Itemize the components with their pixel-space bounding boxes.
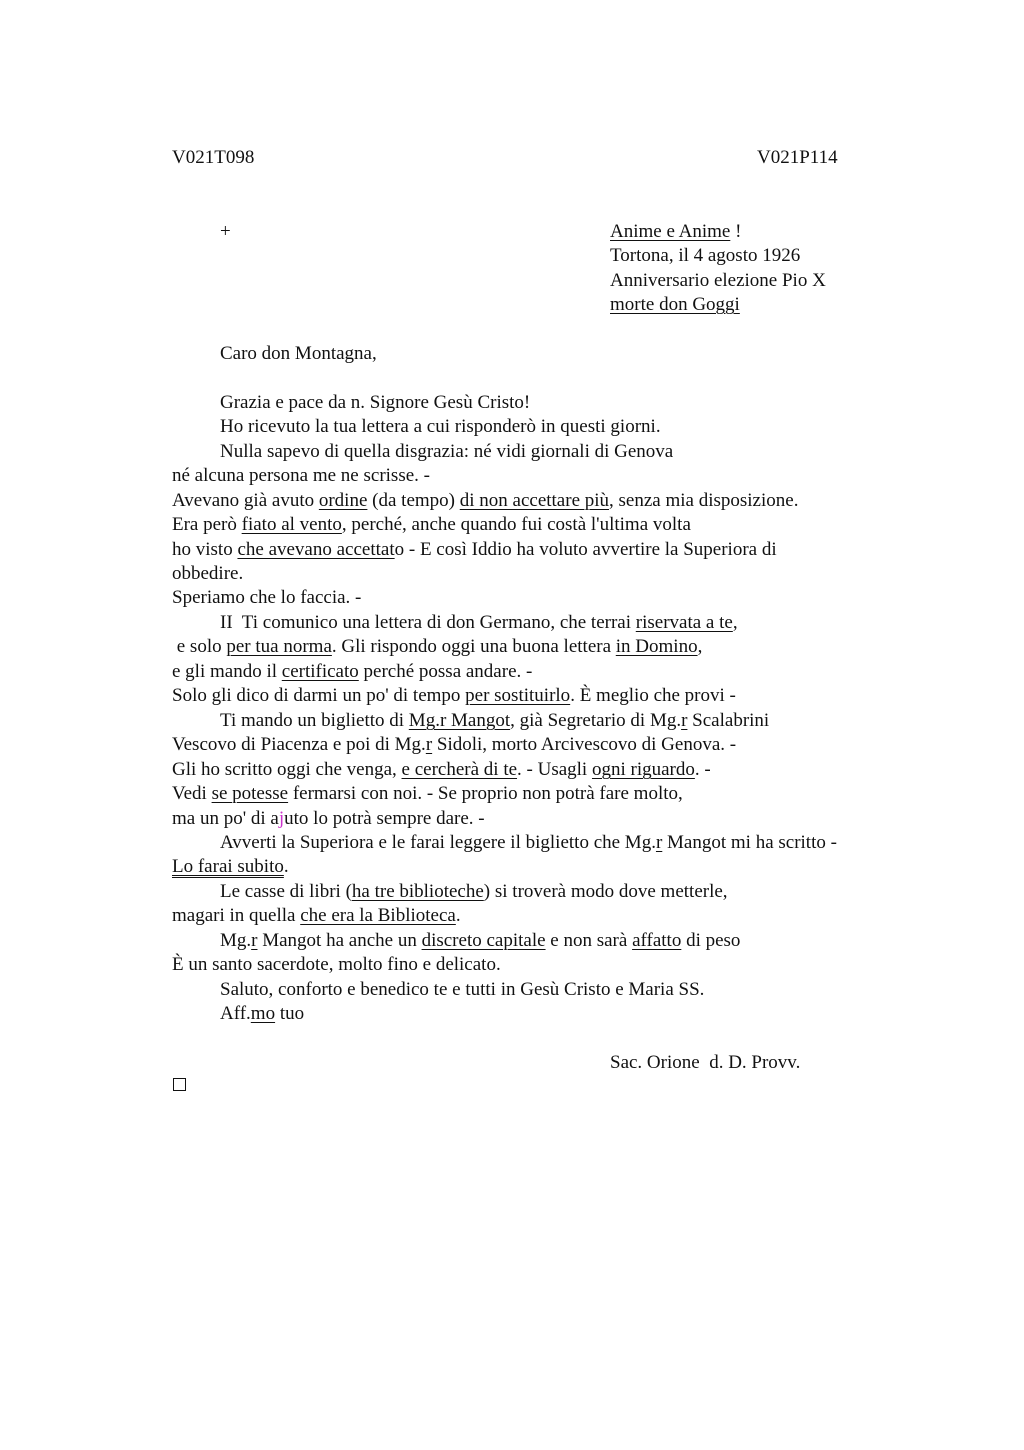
body-line: [172, 562, 243, 586]
underlined-text: riservata a te: [635, 612, 733, 633]
body-line: [172, 538, 777, 562]
text-run: Scalabrini: [687, 710, 770, 731]
body-line: [172, 684, 736, 708]
text-run: e gli mando il: [172, 661, 282, 682]
text-run: Mangot ha anche un: [257, 930, 422, 951]
text-run: Saluto, conforto e benedico te e tutti in Gesù Cristo e Maria SS.: [220, 979, 705, 1000]
text-run: ,: [697, 636, 703, 657]
text-run: Mg.: [220, 930, 252, 951]
end-square-icon: [173, 1078, 186, 1091]
text-run: Ti mando un biglietto di: [220, 710, 409, 731]
underlined-text: affatto: [632, 930, 682, 951]
signature: Sac. Orione d. D. Provv.: [610, 1052, 801, 1073]
underlined-text: in Domino: [615, 636, 698, 657]
occasion-line-2-text: morte don Goggi: [610, 294, 740, 315]
occasion-line-1: Anniversario elezione Pio X: [610, 270, 826, 291]
text-run: Solo gli dico di darmi un po' di tempo: [172, 685, 466, 706]
text-run: Avverti la Superiora e le farai leggere il biglietto che Mg.: [220, 832, 656, 853]
body-line: [172, 586, 361, 610]
body-line: [172, 635, 702, 659]
header-right-code: V021P114: [757, 147, 838, 168]
body-line: [220, 709, 769, 733]
text-run: . -: [694, 759, 711, 780]
text-run: Speriamo che lo faccia. -: [172, 587, 362, 608]
text-run: Nulla sapevo di quella disgrazia: né vidi giornali di Genova: [220, 441, 674, 462]
underlined-text: di non accettare più: [459, 490, 610, 511]
closing-line: [220, 1002, 304, 1026]
text-run: e non sarà: [545, 930, 633, 951]
text-run: Ho ricevuto la tua lettera a cui risponderò in questi giorni.: [220, 416, 661, 437]
text-run: Vedi: [172, 783, 212, 804]
text-run: Grazia e pace da n. Signore Gesù Cristo!: [220, 392, 531, 413]
motto-exclamation: !: [730, 221, 742, 242]
underlined-text: ha tre biblioteche: [351, 881, 484, 902]
underlined-text: r: [681, 710, 688, 731]
underlined-text: r: [251, 930, 258, 951]
text-run: . È meglio che provi -: [570, 685, 736, 706]
body-line: [172, 807, 485, 831]
text-run: Era però: [172, 514, 242, 535]
underlined-text: discreto capitale: [421, 930, 546, 951]
underlined-text: se potesse: [211, 783, 289, 804]
cross-mark: +: [220, 221, 231, 242]
text-run: né alcuna persona me ne scrisse. -: [172, 465, 430, 486]
text-run: e solo: [172, 636, 227, 657]
underlined-text: che avevano accettat: [237, 539, 395, 560]
motto-text: Anime e Anime: [610, 221, 731, 242]
underlined-text: ogni riguardo: [591, 759, 695, 780]
body-line: [172, 489, 798, 513]
underlined-text: certificato: [281, 661, 359, 682]
underlined-text: che era la Biblioteca: [300, 905, 456, 926]
body-line: [172, 782, 683, 806]
header-left-code: V021T098: [172, 147, 255, 168]
text-run: ma un po' di a: [172, 808, 279, 829]
body-line: [220, 978, 704, 1002]
underlined-text: fiato al vento: [241, 514, 342, 535]
text-run: . - Usagli: [517, 759, 592, 780]
body-line: [220, 831, 837, 855]
body-line: [172, 733, 736, 757]
body-line: [220, 440, 673, 464]
body-line: [172, 758, 711, 782]
text-run: magari in quella: [172, 905, 301, 926]
text-run: È un santo sacerdote, molto fino e delicato.: [172, 954, 501, 975]
text-run: , senza mia disposizione.: [609, 490, 799, 511]
text-run: ) si troverà modo dove metterle,: [483, 881, 728, 902]
text-run: , già Segretario di Mg.: [510, 710, 682, 731]
text-run: Sidoli, morto Arcivescovo di Genova. -: [432, 734, 737, 755]
text-run: .: [283, 856, 289, 877]
text-run: . Gli rispondo oggi una buona lettera: [331, 636, 616, 657]
text-run: .: [455, 905, 461, 926]
body-line: [172, 660, 532, 684]
body-line: [220, 611, 738, 635]
text-run: fermarsi con noi. - Se proprio non potrà fare molto,: [288, 783, 683, 804]
body-line: [172, 855, 289, 879]
body-line: [172, 464, 430, 488]
body-line: [220, 929, 740, 953]
text-run: obbedire.: [172, 563, 244, 584]
text-run: Vescovo di Piacenza e poi di Mg.: [172, 734, 426, 755]
text-run: Avevano già avuto: [172, 490, 319, 511]
text-run: (da tempo): [367, 490, 460, 511]
body-line: [172, 904, 461, 928]
occasion-line-2: [610, 293, 740, 317]
underlined-text: mo: [250, 1003, 276, 1024]
highlighted-letter: j: [278, 808, 285, 829]
text-run: perché possa andare. -: [358, 661, 533, 682]
text-run: II Ti comunico una lettera di don Germano, che terrai: [220, 612, 636, 633]
text-run: Aff.: [220, 1003, 251, 1024]
text-run: o - E così Iddio ha voluto avvertire la Superiora di: [394, 539, 777, 560]
underlined-text: per sostituirlo: [465, 685, 571, 706]
underlined-text: Mg.r Mangot: [408, 710, 511, 731]
underlined-text: r: [425, 734, 433, 755]
text-run: Le casse di libri (: [220, 881, 352, 902]
double-underlined-text: Lo farai subito: [172, 856, 284, 877]
body-line: [172, 953, 501, 977]
salutation: Caro don Montagna,: [220, 343, 377, 364]
motto: [610, 220, 741, 244]
text-run: , perché, anche quando fui costà l'ultima volta: [341, 514, 691, 535]
text-run: ho visto: [172, 539, 238, 560]
text-run: di peso: [681, 930, 741, 951]
underlined-text: ordine: [318, 490, 368, 511]
text-run: Mangot mi ha scritto -: [662, 832, 837, 853]
text-run: tuo: [275, 1003, 305, 1024]
underlined-text: r: [655, 832, 663, 853]
body-line: [172, 513, 691, 537]
body-line: [220, 415, 661, 439]
text-run: ,: [732, 612, 738, 633]
text-run: Gli ho scritto oggi che venga,: [172, 759, 402, 780]
underlined-text: per tua norma: [226, 636, 332, 657]
body-line: [220, 391, 530, 415]
body-line: [220, 880, 728, 904]
text-run: uto lo potrà sempre dare. -: [284, 808, 485, 829]
underlined-text: e cercherà di te: [401, 759, 518, 780]
place-date: Tortona, il 4 agosto 1926: [610, 245, 801, 266]
